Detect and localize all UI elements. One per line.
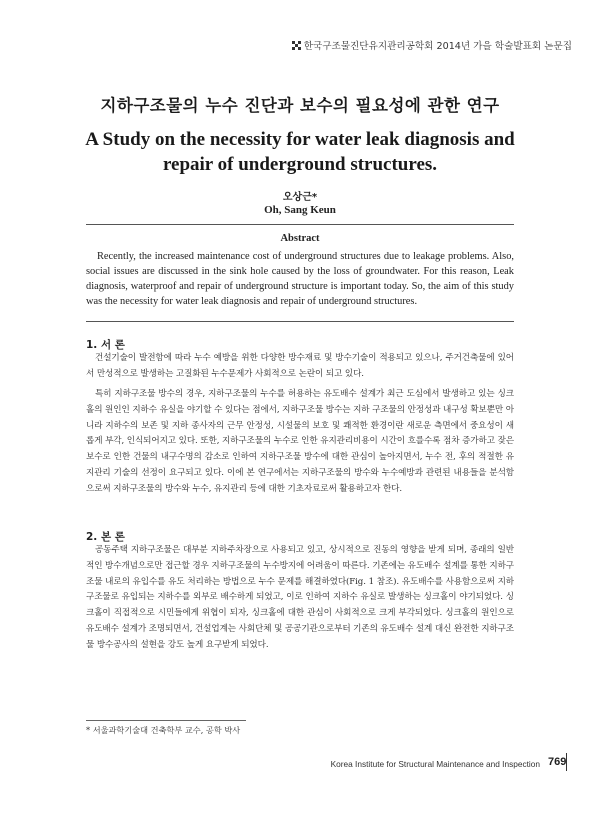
abstract-text: Recently, the increased maintenance cost of underground structures due to leakage problems. Also, social issues are discussed in the sink hole caused by the loss of groundwater. For this reason, Leak diagnosis, waterproof and repair of underground structure is important today. So, the aim of this study was the necessity for water leak diagnosis and repair of underground structures. [86, 251, 514, 307]
korean-title: 지하구조물의 누수 진단과 보수의 필요성에 관한 연구 [100, 96, 500, 115]
conference-title: 한국구조물진단유지관리공학회 2014년 가을 학술발표회 논문집 [303, 41, 572, 52]
footnote-rule [86, 720, 246, 721]
author-english: Oh, Sang Keun [264, 204, 336, 216]
author-affiliation-footnote: * 서울과학기술대 건축학부 교수, 공학 박사 [86, 725, 241, 735]
intro-paragraph-1: 건설기술이 발전함에 따라 누수 예방을 위한 다양한 방수재료 및 방수기술이 적용되고 있으나, 주거건축물에 있어서 만성적으로 발생하는 고질화된 누수문제가 사회적으로 논란이 되고 있다. [86, 353, 514, 379]
section-heading-introduction: 1. 서 론 [86, 339, 125, 351]
abstract-heading: Abstract [280, 233, 320, 244]
footer-divider [566, 753, 567, 771]
body-paragraph-1: 공동주택 지하구조물은 대부분 지하주차장으로 사용되고 있고, 상시적으로 진동의 영향을 받게 되며, 종래의 일반적인 방수개념으로만 접근할 경우 지하구조물의 누수방지에 어려움이 따른다. 기존에는 유도배수 설계를 통한 지하구조물 내로의 유입수를 유도 처리하는 방법으로 누수 문제를 해결하였다(Fig. 1 참조). 유도배수를 사용함으로써 지하구조물로 유입되는 지하수를 외부로 배수하게 되었고, 이로 인하여 지하수 유실로 발생하는 싱크홀이 야기되었다. 싱크홀이 직접적으로 시민들에게 위협이 되자, 싱크홀에 대한 관심이 사회적으로 크게 부각되었다. 싱크홀의 원인으로 유도배수 설계가 조명되면서, 건설업계는 사회단체 및 공공기관으로부터 기존의 유도배수 설계 대신 완전한 지하구조물 방수공사의 설현을 강도 높게 요구받게 되었다. [86, 545, 514, 650]
abstract-bottom-rule [86, 321, 514, 322]
english-title: A Study on the necessity for water leak diagnosis and repair of underground structures. [85, 129, 515, 175]
page-number: 769 [548, 756, 567, 768]
footer-institute: Korea Institute for Structural Maintenance and Inspection [330, 759, 540, 769]
abstract-top-rule [86, 224, 514, 225]
logo-icon [292, 41, 301, 50]
intro-paragraph-2: 특히 지하구조물 방수의 경우, 지하구조물의 누수를 허용하는 유도배수 설계가 최근 도심에서 발생하고 있는 싱크홀의 원인인 지하수 유실을 야기할 수 있다는 점에서, 지하구조물 방수는 지하 구조물의 안정성과 내구성 확보뿐만 아니라 지하수의 보존 및 지하 종사자의 근무 안정성, 시설물의 보호 및 쾌적한 환경이란 새로운 측면에서 중요성이 새롭게 부각, 인식되어지고 있다. 또한, 지하구조물의 누수로 인한 유지관리비용이 시간이 흐를수록 점차 증가하고 잦은 보수로 인한 건물의 내구수명의 감소로 인하여 지하구조물 방수에 대한 관심이 높아지면서, 누수 전, 후의 적절한 유지관리 기술의 선정이 요구되고 있다. 이에 본 연구에서는 지하구조물의 방수와 누수예방과 관련된 내용들을 분석함으로써 지하구조물의 방수와 누수, 유지관리 등에 대한 기초자료로써 활용하고자 한다. [86, 389, 514, 494]
author-korean: 오상근* [282, 192, 318, 203]
conference-header [292, 38, 572, 52]
section-heading-body: 2. 본 론 [86, 531, 125, 543]
